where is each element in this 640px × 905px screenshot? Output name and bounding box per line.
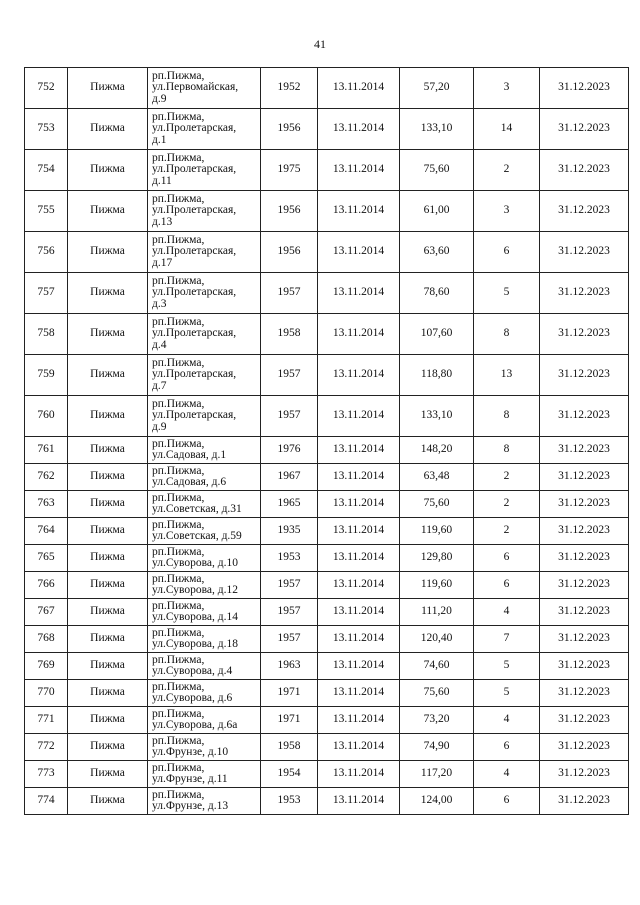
cell-build-year: 1958 <box>261 314 318 355</box>
address-line: рп.Пижма, <box>152 707 205 720</box>
cell-settlement: Пижма <box>68 599 148 626</box>
table-row <box>25 545 629 572</box>
cell-deadline: 31.12.2023 <box>540 437 629 464</box>
address-line: д.9 <box>152 420 167 433</box>
cell-area: 119,60 <box>400 518 474 545</box>
cell-build-year: 1976 <box>261 437 318 464</box>
cell-settlement: Пижма <box>68 232 148 273</box>
cell-date: 13.11.2014 <box>318 545 400 572</box>
cell-area: 74,60 <box>400 653 474 680</box>
cell-address <box>148 545 261 572</box>
table-row <box>25 788 629 815</box>
cell-date: 13.11.2014 <box>318 572 400 599</box>
cell-count: 5 <box>474 680 540 707</box>
cell-deadline: 31.12.2023 <box>540 788 629 815</box>
table-row <box>25 232 629 273</box>
address-line: рп.Пижма, <box>152 397 205 410</box>
table-row <box>25 761 629 788</box>
cell-build-year: 1967 <box>261 464 318 491</box>
cell-deadline: 31.12.2023 <box>540 734 629 761</box>
cell-area: 75,60 <box>400 150 474 191</box>
cell-address <box>148 734 261 761</box>
cell-row-number: 756 <box>25 232 68 273</box>
table-row <box>25 599 629 626</box>
address-line: рп.Пижма, <box>152 761 205 774</box>
cell-row-number: 768 <box>25 626 68 653</box>
cell-count: 6 <box>474 232 540 273</box>
cell-row-number: 752 <box>25 68 68 109</box>
table-row <box>25 68 629 109</box>
cell-settlement: Пижма <box>68 68 148 109</box>
cell-area: 133,10 <box>400 396 474 437</box>
address-line: ул.Пролетарская, <box>152 327 237 340</box>
address-line: рп.Пижма, <box>152 518 205 531</box>
cell-settlement: Пижма <box>68 109 148 150</box>
address-line: рп.Пижма, <box>152 151 205 164</box>
address-line: ул.Пролетарская, <box>152 286 237 299</box>
cell-build-year: 1957 <box>261 396 318 437</box>
page-number: 41 <box>314 37 326 51</box>
cell-row-number: 769 <box>25 653 68 680</box>
cell-count: 8 <box>474 314 540 355</box>
cell-build-year: 1952 <box>261 68 318 109</box>
cell-area: 61,00 <box>400 191 474 232</box>
cell-date: 13.11.2014 <box>318 518 400 545</box>
cell-area: 124,00 <box>400 788 474 815</box>
cell-build-year: 1935 <box>261 518 318 545</box>
cell-deadline: 31.12.2023 <box>540 761 629 788</box>
address-line: рп.Пижма, <box>152 356 205 369</box>
table-row <box>25 109 629 150</box>
cell-settlement: Пижма <box>68 491 148 518</box>
table-row <box>25 355 629 396</box>
cell-build-year: 1956 <box>261 232 318 273</box>
cell-count: 4 <box>474 707 540 734</box>
address-line: д.13 <box>152 215 173 228</box>
cell-count: 5 <box>474 653 540 680</box>
cell-address <box>148 761 261 788</box>
cell-date: 13.11.2014 <box>318 314 400 355</box>
table-row <box>25 191 629 232</box>
cell-deadline: 31.12.2023 <box>540 572 629 599</box>
cell-count: 3 <box>474 191 540 232</box>
cell-row-number: 767 <box>25 599 68 626</box>
cell-count: 4 <box>474 599 540 626</box>
cell-address <box>148 273 261 314</box>
cell-deadline: 31.12.2023 <box>540 68 629 109</box>
cell-area: 119,60 <box>400 572 474 599</box>
cell-address <box>148 788 261 815</box>
cell-address <box>148 191 261 232</box>
cell-date: 13.11.2014 <box>318 734 400 761</box>
table-row <box>25 491 629 518</box>
cell-settlement: Пижма <box>68 653 148 680</box>
cell-row-number: 758 <box>25 314 68 355</box>
cell-address <box>148 626 261 653</box>
cell-deadline: 31.12.2023 <box>540 707 629 734</box>
cell-settlement: Пижма <box>68 545 148 572</box>
cell-build-year: 1971 <box>261 707 318 734</box>
cell-deadline: 31.12.2023 <box>540 491 629 518</box>
address-line: ул.Суворова, д.14 <box>152 611 238 623</box>
cell-area: 75,60 <box>400 491 474 518</box>
cell-address <box>148 599 261 626</box>
cell-settlement: Пижма <box>68 314 148 355</box>
cell-row-number: 764 <box>25 518 68 545</box>
cell-address <box>148 314 261 355</box>
cell-row-number: 757 <box>25 273 68 314</box>
cell-settlement: Пижма <box>68 626 148 653</box>
address-line: ул.Пролетарская, <box>152 368 237 381</box>
address-line: рп.Пижма, <box>152 572 205 585</box>
cell-count: 2 <box>474 518 540 545</box>
cell-row-number: 771 <box>25 707 68 734</box>
cell-date: 13.11.2014 <box>318 68 400 109</box>
table-row <box>25 464 629 491</box>
address-line: ул.Пролетарская, <box>152 245 237 258</box>
cell-deadline: 31.12.2023 <box>540 150 629 191</box>
cell-count: 6 <box>474 788 540 815</box>
table-row <box>25 273 629 314</box>
table-row <box>25 437 629 464</box>
cell-row-number: 765 <box>25 545 68 572</box>
cell-address <box>148 653 261 680</box>
cell-build-year: 1975 <box>261 150 318 191</box>
cell-address <box>148 518 261 545</box>
cell-date: 13.11.2014 <box>318 788 400 815</box>
address-line: рп.Пижма, <box>152 274 205 287</box>
cell-area: 148,20 <box>400 437 474 464</box>
cell-date: 13.11.2014 <box>318 491 400 518</box>
address-line: ул.Пролетарская, <box>152 204 237 217</box>
address-line: рп.Пижма, <box>152 437 205 450</box>
cell-settlement: Пижма <box>68 761 148 788</box>
cell-count: 8 <box>474 437 540 464</box>
cell-count: 7 <box>474 626 540 653</box>
address-line: ул.Суворова, д.10 <box>152 557 238 569</box>
cell-date: 13.11.2014 <box>318 396 400 437</box>
cell-settlement: Пижма <box>68 273 148 314</box>
cell-address <box>148 150 261 191</box>
cell-deadline: 31.12.2023 <box>540 396 629 437</box>
cell-row-number: 760 <box>25 396 68 437</box>
cell-count: 6 <box>474 545 540 572</box>
table-row <box>25 734 629 761</box>
cell-address <box>148 707 261 734</box>
cell-row-number: 773 <box>25 761 68 788</box>
cell-row-number: 761 <box>25 437 68 464</box>
cell-deadline: 31.12.2023 <box>540 464 629 491</box>
address-line: рп.Пижма, <box>152 233 205 246</box>
cell-count: 5 <box>474 273 540 314</box>
cell-deadline: 31.12.2023 <box>540 653 629 680</box>
address-line: ул.Пролетарская, <box>152 409 237 422</box>
cell-date: 13.11.2014 <box>318 653 400 680</box>
address-line: ул.Суворова, д.6а <box>152 719 238 731</box>
cell-settlement: Пижма <box>68 464 148 491</box>
table-row <box>25 707 629 734</box>
cell-date: 13.11.2014 <box>318 707 400 734</box>
cell-settlement: Пижма <box>68 396 148 437</box>
cell-build-year: 1965 <box>261 491 318 518</box>
cell-date: 13.11.2014 <box>318 599 400 626</box>
address-line: рп.Пижма, <box>152 69 205 82</box>
cell-row-number: 772 <box>25 734 68 761</box>
address-line: рп.Пижма, <box>152 192 205 205</box>
cell-address <box>148 109 261 150</box>
cell-count: 8 <box>474 396 540 437</box>
cell-area: 120,40 <box>400 626 474 653</box>
cell-address <box>148 680 261 707</box>
cell-build-year: 1958 <box>261 734 318 761</box>
address-line: рп.Пижма, <box>152 680 205 693</box>
cell-date: 13.11.2014 <box>318 626 400 653</box>
cell-settlement: Пижма <box>68 572 148 599</box>
cell-area: 75,60 <box>400 680 474 707</box>
cell-area: 107,60 <box>400 314 474 355</box>
address-line: ул.Суворова, д.6 <box>152 692 233 704</box>
address-line: ул.Суворова, д.18 <box>152 638 238 650</box>
cell-build-year: 1956 <box>261 109 318 150</box>
cell-deadline: 31.12.2023 <box>540 355 629 396</box>
cell-area: 73,20 <box>400 707 474 734</box>
address-line: ул.Пролетарская, <box>152 122 237 135</box>
cell-row-number: 755 <box>25 191 68 232</box>
table-row <box>25 626 629 653</box>
cell-settlement: Пижма <box>68 680 148 707</box>
cell-build-year: 1953 <box>261 788 318 815</box>
address-line: ул.Фрунзе, д.13 <box>152 800 229 812</box>
address-line: рп.Пижма, <box>152 653 205 666</box>
cell-address <box>148 396 261 437</box>
cell-area: 63,60 <box>400 232 474 273</box>
cell-build-year: 1954 <box>261 761 318 788</box>
cell-settlement: Пижма <box>68 150 148 191</box>
cell-date: 13.11.2014 <box>318 191 400 232</box>
housing-registry-table <box>24 67 629 815</box>
address-line: ул.Фрунзе, д.11 <box>152 773 228 785</box>
cell-count: 3 <box>474 68 540 109</box>
cell-row-number: 759 <box>25 355 68 396</box>
table-row <box>25 518 629 545</box>
cell-build-year: 1971 <box>261 680 318 707</box>
cell-count: 2 <box>474 464 540 491</box>
cell-date: 13.11.2014 <box>318 273 400 314</box>
address-line: ул.Советская, д.59 <box>152 530 242 542</box>
address-line: д.11 <box>152 174 172 187</box>
address-line: ул.Первомайская, <box>152 81 239 94</box>
cell-date: 13.11.2014 <box>318 437 400 464</box>
address-line: рп.Пижма, <box>152 110 205 123</box>
address-line: ул.Суворова, д.4 <box>152 665 233 677</box>
address-line: д.3 <box>152 297 167 310</box>
cell-build-year: 1956 <box>261 191 318 232</box>
cell-deadline: 31.12.2023 <box>540 680 629 707</box>
address-line: рп.Пижма, <box>152 464 205 477</box>
cell-row-number: 763 <box>25 491 68 518</box>
cell-settlement: Пижма <box>68 437 148 464</box>
cell-settlement: Пижма <box>68 734 148 761</box>
cell-deadline: 31.12.2023 <box>540 109 629 150</box>
table-row <box>25 653 629 680</box>
address-line: ул.Фрунзе, д.10 <box>152 746 229 758</box>
cell-area: 111,20 <box>400 599 474 626</box>
cell-row-number: 766 <box>25 572 68 599</box>
cell-date: 13.11.2014 <box>318 761 400 788</box>
address-line: рп.Пижма, <box>152 599 205 612</box>
table-row <box>25 572 629 599</box>
address-line: рп.Пижма, <box>152 545 205 558</box>
cell-address <box>148 232 261 273</box>
cell-build-year: 1963 <box>261 653 318 680</box>
cell-area: 74,90 <box>400 734 474 761</box>
cell-date: 13.11.2014 <box>318 464 400 491</box>
cell-date: 13.11.2014 <box>318 355 400 396</box>
address-line: д.7 <box>152 379 167 392</box>
address-line: рп.Пижма, <box>152 788 205 801</box>
cell-settlement: Пижма <box>68 707 148 734</box>
cell-date: 13.11.2014 <box>318 680 400 707</box>
cell-count: 4 <box>474 761 540 788</box>
cell-address <box>148 68 261 109</box>
cell-count: 2 <box>474 491 540 518</box>
cell-area: 118,80 <box>400 355 474 396</box>
table-row <box>25 150 629 191</box>
cell-count: 6 <box>474 734 540 761</box>
cell-row-number: 762 <box>25 464 68 491</box>
cell-date: 13.11.2014 <box>318 232 400 273</box>
cell-address <box>148 491 261 518</box>
cell-build-year: 1957 <box>261 599 318 626</box>
cell-build-year: 1957 <box>261 626 318 653</box>
cell-deadline: 31.12.2023 <box>540 232 629 273</box>
cell-address <box>148 437 261 464</box>
address-line: ул.Пролетарская, <box>152 163 237 176</box>
address-line: рп.Пижма, <box>152 491 205 504</box>
cell-address <box>148 355 261 396</box>
address-line: рп.Пижма, <box>152 315 205 328</box>
cell-area: 63,48 <box>400 464 474 491</box>
cell-deadline: 31.12.2023 <box>540 191 629 232</box>
cell-row-number: 753 <box>25 109 68 150</box>
cell-date: 13.11.2014 <box>318 150 400 191</box>
cell-deadline: 31.12.2023 <box>540 314 629 355</box>
cell-area: 133,10 <box>400 109 474 150</box>
cell-deadline: 31.12.2023 <box>540 599 629 626</box>
cell-settlement: Пижма <box>68 788 148 815</box>
cell-count: 6 <box>474 572 540 599</box>
cell-build-year: 1957 <box>261 572 318 599</box>
address-line: рп.Пижма, <box>152 734 205 747</box>
address-line: д.1 <box>152 133 167 146</box>
address-line: ул.Садовая, д.1 <box>152 449 227 461</box>
cell-build-year: 1953 <box>261 545 318 572</box>
cell-address <box>148 572 261 599</box>
address-line: ул.Садовая, д.6 <box>152 476 227 488</box>
cell-row-number: 770 <box>25 680 68 707</box>
table-row <box>25 396 629 437</box>
cell-count: 14 <box>474 109 540 150</box>
cell-area: 129,80 <box>400 545 474 572</box>
registry-body <box>25 68 629 815</box>
cell-deadline: 31.12.2023 <box>540 545 629 572</box>
cell-settlement: Пижма <box>68 518 148 545</box>
cell-area: 117,20 <box>400 761 474 788</box>
cell-deadline: 31.12.2023 <box>540 518 629 545</box>
cell-count: 2 <box>474 150 540 191</box>
cell-area: 78,60 <box>400 273 474 314</box>
table-row <box>25 680 629 707</box>
cell-date: 13.11.2014 <box>318 109 400 150</box>
cell-settlement: Пижма <box>68 355 148 396</box>
address-line: рп.Пижма, <box>152 626 205 639</box>
cell-area: 57,20 <box>400 68 474 109</box>
cell-count: 13 <box>474 355 540 396</box>
cell-address <box>148 464 261 491</box>
address-line: ул.Советская, д.31 <box>152 503 242 515</box>
cell-deadline: 31.12.2023 <box>540 273 629 314</box>
cell-row-number: 774 <box>25 788 68 815</box>
cell-deadline: 31.12.2023 <box>540 626 629 653</box>
address-line: д.4 <box>152 338 167 351</box>
cell-row-number: 754 <box>25 150 68 191</box>
address-line: ул.Суворова, д.12 <box>152 584 238 596</box>
address-line: д.9 <box>152 92 167 105</box>
cell-build-year: 1957 <box>261 273 318 314</box>
cell-settlement: Пижма <box>68 191 148 232</box>
address-line: д.17 <box>152 256 173 269</box>
cell-build-year: 1957 <box>261 355 318 396</box>
table-row <box>25 314 629 355</box>
